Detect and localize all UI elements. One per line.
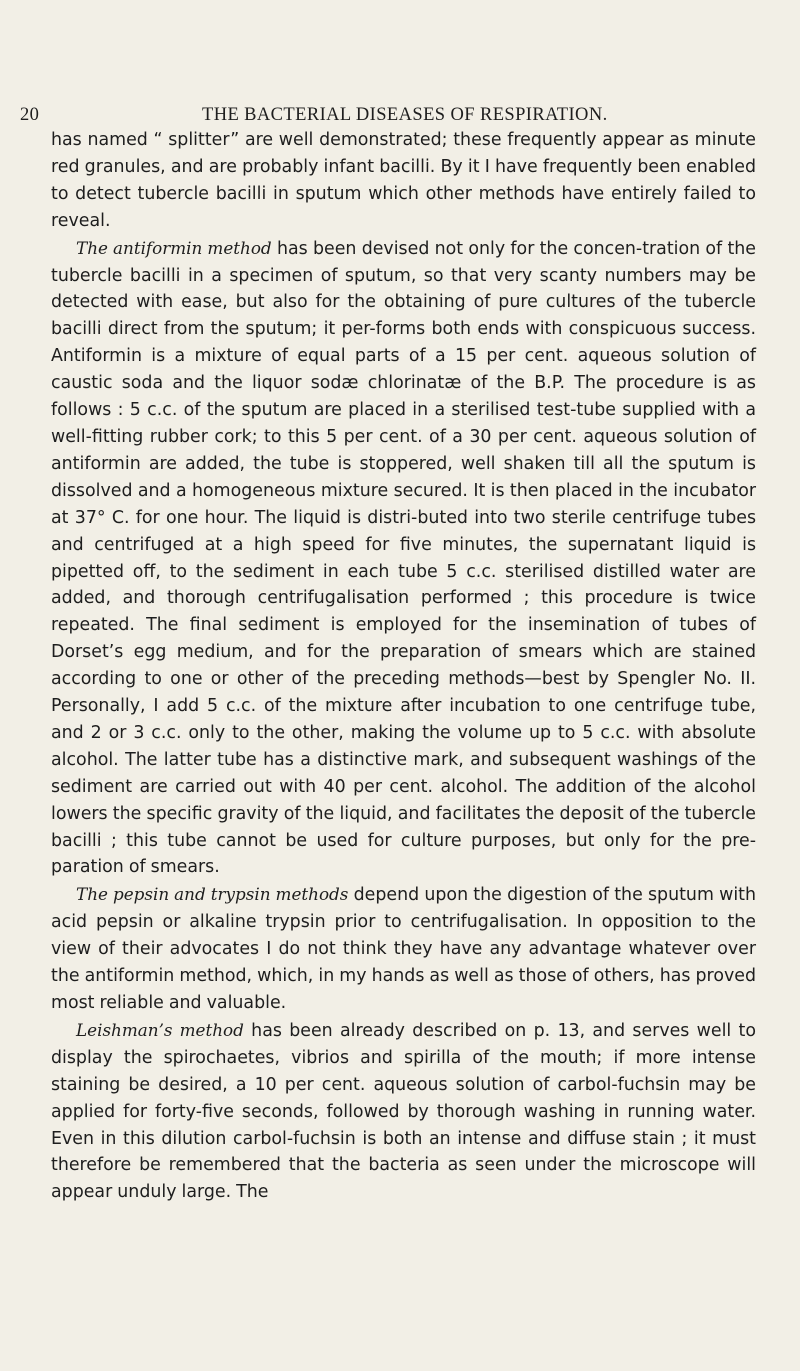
paragraph-antiformin-method xyxy=(51,235,756,882)
italic-heading: The antiformin method xyxy=(76,237,272,258)
running-head xyxy=(20,105,660,126)
paragraph-text: has been already described on p. 13, and serves well to display the spirochaetes, vibrios and spirilla of the mouth; if more intense staining be desired, a 10 per cent. aqueous solution of carbol-fuchsin may be applied for forty-five seconds, followed by thorough washing in running water. Even in this dilution carbol-fuchsin is both an intense and diffuse stain ; it must therefore be remembered that the bacteria as seen under the microscope will appear unduly large. The xyxy=(51,1020,757,1203)
paragraph-pepsin-trypsin-methods xyxy=(51,881,756,1017)
paragraph-splitter xyxy=(51,127,756,235)
page-number: 20 xyxy=(20,105,40,125)
italic-heading: The pepsin and trypsin methods xyxy=(76,884,349,905)
italic-heading: Leishman’s method xyxy=(76,1019,244,1040)
paragraph-leishman-method xyxy=(51,1017,756,1206)
paragraph-text: has been devised not only for the concen-tration of the tubercle bacilli in a specimen of sputum, so that very scanty numbers may be detected with ease, but also for the obtaining of pure cultures of the tubercle bacilli direct from the sputum; it per-forms both ends with conspicuous success. Antiformin is a mixture of equal parts of a 15 per cent. aqueous solution of caustic soda and the liquor sodæ chlorinatæ of the B.P. The procedure is as follows : 5 c.c. of the sputum are placed in a sterilised test-tube supplied with a well-fitting rubber cork; to this 5 per cent. of a 30 per cent. aqueous solution of antiformin are added, the tube is stoppered, well shaken till all the sputum is dissolved and a homogeneous mixture secured. It is then placed in the incubator at 37° C. for one hour. The liquid is distri-buted into two sterile centrifuge tubes and centrifuged at a high speed for five minutes, the supernatant liquid is pipetted off, to the sediment in each tube 5 c.c. sterilised distilled water are added, and thorough centrifugalisation performed ; this procedure is twice repeated. The final sediment is employed for the insemination of tubes of Dorset’s egg medium, and for the preparation of smears which are stained according to one or other of the preceding methods—best by Spengler No. II. Personally, I add 5 c.c. of the mixture after incubation to one centrifuge tube, and 2 or 3 c.c. only to the other, making the volume up to 5 c.c. with absolute alcohol. The latter tube has a distinctive mark, and subsequent washings of the sediment are carried out with 40 per cent. alcohol. The addition of the alcohol lowers the specific gravity of the liquid, and facilitates the deposit of the tubercle bacilli ; this tube cannot be used for culture purposes, but only for the pre-paration of smears. xyxy=(51,238,756,878)
paragraph-text: has named “ splitter” are well demonstrated; these frequently appear as minute red granules, and are probably infant bacilli. By it I have frequently been enabled to detect tubercle bacilli in sputum which other methods have entirely failed to reveal. xyxy=(51,130,756,231)
running-head-title: THE BACTERIAL DISEASES OF RESPIRATION. xyxy=(202,105,608,125)
paragraph-text: depend upon the digestion of the sputum with acid pepsin or alkaline trypsin prior to centrifugalisation. In opposition to the view of their advocates I do not think they have any advantage whatever over the antiformin method, which, in my hands as well as those of others, has proved most reliable and valuable. xyxy=(51,885,757,1013)
body-text xyxy=(51,127,756,1206)
